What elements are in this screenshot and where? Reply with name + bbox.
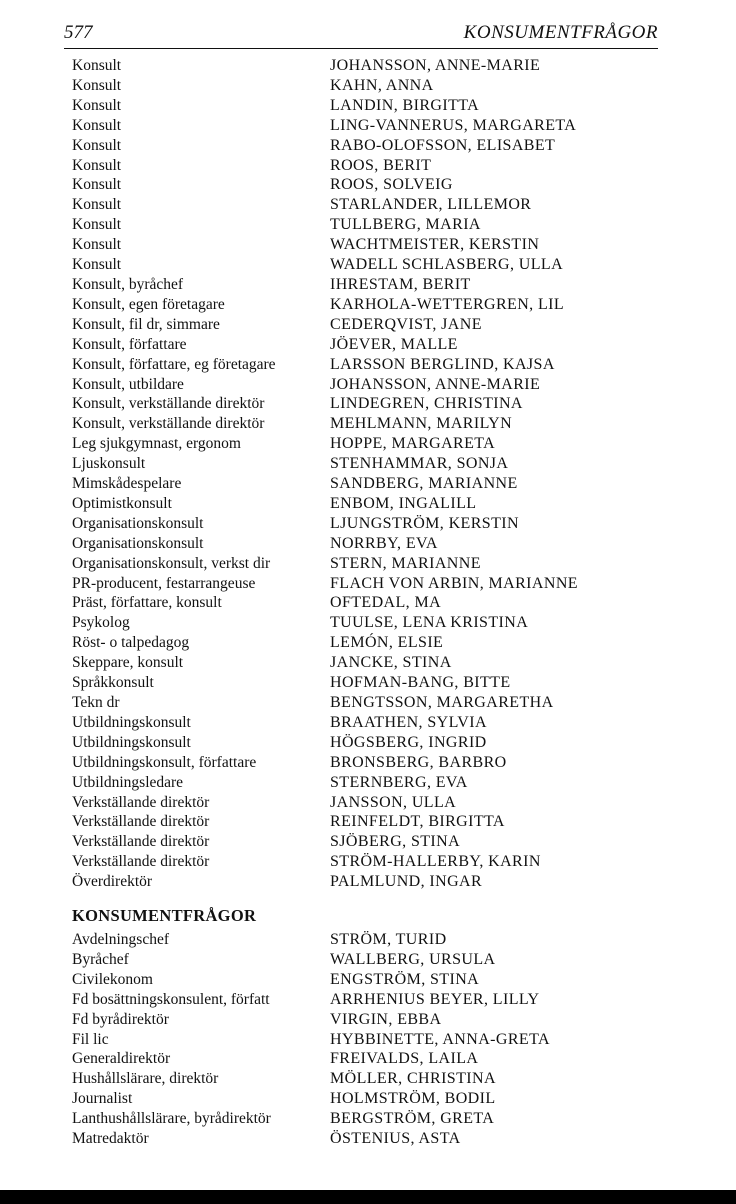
occupation-title: Verkställande direktör xyxy=(72,833,210,851)
list-item xyxy=(72,116,672,136)
person-name: BRAATHEN, SYLVIA xyxy=(330,713,487,731)
list-item xyxy=(72,554,672,574)
occupation-title: Konsult, fil dr, simmare xyxy=(72,315,220,333)
occupation-title: Skeppare, konsult xyxy=(72,654,184,672)
person-name: OFTEDAL, MA xyxy=(330,594,442,612)
person-name: ÖSTENIUS, ASTA xyxy=(330,1130,461,1148)
list-item xyxy=(72,295,672,315)
list-item xyxy=(72,693,672,713)
occupation-title: Språkkonsult xyxy=(72,674,154,692)
list-item xyxy=(72,1109,672,1129)
person-name: KAHN, ANNA xyxy=(330,76,434,94)
occupation-title: Leg sjukgymnast, ergonom xyxy=(72,435,241,453)
list-item xyxy=(72,434,672,454)
occupation-title: Psykolog xyxy=(72,614,130,632)
occupation-title: Organisationskonsult xyxy=(72,534,204,552)
list-item xyxy=(72,713,672,733)
occupation-title: Byråchef xyxy=(72,950,129,968)
list-item xyxy=(72,970,672,990)
directory-list-2 xyxy=(72,930,672,1149)
occupation-title: Överdirektör xyxy=(72,873,153,891)
person-name: REINFELDT, BIRGITTA xyxy=(330,813,505,831)
section-heading: KONSUMENTFRÅGOR xyxy=(72,906,257,925)
person-name: ENBOM, INGALILL xyxy=(330,494,477,512)
person-name: HÖGSBERG, INGRID xyxy=(330,733,487,751)
person-name: KARHOLA-WETTERGREN, LIL xyxy=(330,295,565,313)
scan-bottom-edge xyxy=(0,1190,736,1204)
occupation-title: Organisationskonsult xyxy=(72,514,204,532)
occupation-title: Röst- o talpedagog xyxy=(72,634,190,652)
list-item xyxy=(72,394,672,414)
occupation-title: Organisationskonsult, verkst dir xyxy=(72,554,271,572)
list-item xyxy=(72,793,672,813)
list-item xyxy=(72,832,672,852)
occupation-title: Ljuskonsult xyxy=(72,455,146,473)
list-item xyxy=(72,653,672,673)
person-name: STENHAMMAR, SONJA xyxy=(330,455,509,473)
person-name: SJÖBERG, STINA xyxy=(330,833,461,851)
directory-list-1 xyxy=(72,56,672,892)
person-name: JANSSON, ULLA xyxy=(330,793,457,811)
list-item xyxy=(72,474,672,494)
list-item xyxy=(72,56,672,76)
list-item xyxy=(72,335,672,355)
occupation-title: Utbildningsledare xyxy=(72,773,184,791)
occupation-title: Konsult xyxy=(72,96,122,114)
person-name: NORRBY, EVA xyxy=(330,534,438,552)
occupation-title: Fd byrådirektör xyxy=(72,1010,169,1028)
occupation-title: Hushållslärare, direktör xyxy=(72,1070,219,1088)
occupation-title: PR-producent, festarrangeuse xyxy=(72,574,256,592)
person-name: LINDEGREN, CHRISTINA xyxy=(330,395,523,413)
person-name: RABO-OLOFSSON, ELISABET xyxy=(330,136,556,154)
person-name: LANDIN, BIRGITTA xyxy=(330,96,480,114)
person-name: WALLBERG, URSULA xyxy=(330,950,496,968)
list-item xyxy=(72,255,672,275)
list-item xyxy=(72,930,672,950)
occupation-title: Verkställande direktör xyxy=(72,813,210,831)
person-name: SANDBERG, MARIANNE xyxy=(330,475,518,493)
occupation-title: Optimistkonsult xyxy=(72,494,172,512)
list-item xyxy=(72,733,672,753)
person-name: HOPPE, MARGARETA xyxy=(330,435,496,453)
occupation-title: Konsult xyxy=(72,136,122,154)
occupation-title: Konsult xyxy=(72,196,122,214)
person-name: HOFMAN-BANG, BITTE xyxy=(330,674,511,692)
occupation-title: Konsult, verkställande direktör xyxy=(72,395,265,413)
person-name: STERN, MARIANNE xyxy=(330,554,481,572)
occupation-title: Präst, författare, konsult xyxy=(72,594,222,612)
occupation-title: Konsult, verkställande direktör xyxy=(72,415,265,433)
page-header xyxy=(64,20,658,49)
list-item xyxy=(72,872,672,892)
list-item xyxy=(72,156,672,176)
occupation-title: Fd bosättningskonsulent, författ xyxy=(72,990,270,1008)
person-name: LJUNGSTRÖM, KERSTIN xyxy=(330,514,519,532)
occupation-title: Avdelningschef xyxy=(72,931,169,948)
person-name: IHRESTAM, BERIT xyxy=(330,275,471,293)
person-name: STRÖM-HALLERBY, KARIN xyxy=(330,853,541,871)
list-item xyxy=(72,136,672,156)
list-item xyxy=(72,593,672,613)
list-item xyxy=(72,454,672,474)
occupation-title: Konsult, författare, eg företagare xyxy=(72,355,276,373)
person-name: STARLANDER, LILLEMOR xyxy=(330,196,532,214)
list-item xyxy=(72,574,672,594)
list-item xyxy=(72,1089,672,1109)
list-item xyxy=(72,414,672,434)
person-name: BRONSBERG, BARBRO xyxy=(330,753,507,771)
person-name: STERNBERG, EVA xyxy=(330,773,468,791)
list-item xyxy=(72,96,672,116)
list-item xyxy=(72,1030,672,1050)
person-name: HYBBINETTE, ANNA-GRETA xyxy=(330,1030,550,1048)
occupation-title: Konsult xyxy=(72,156,122,174)
list-item xyxy=(72,175,672,195)
list-item xyxy=(72,275,672,295)
list-item xyxy=(72,1010,672,1030)
list-item xyxy=(72,235,672,255)
person-name: BENGTSSON, MARGARETHA xyxy=(330,694,554,711)
person-name: JANCKE, STINA xyxy=(330,654,452,672)
occupation-title: Matredaktör xyxy=(72,1130,149,1148)
occupation-title: Konsult, utbildare xyxy=(72,375,184,393)
person-name: LING-VANNERUS, MARGARETA xyxy=(330,116,577,134)
list-item xyxy=(72,812,672,832)
person-name: STRÖM, TURID xyxy=(330,931,447,948)
list-item xyxy=(72,773,672,793)
list-item xyxy=(72,215,672,235)
list-item xyxy=(72,534,672,554)
occupation-title: Verkställande direktör xyxy=(72,793,210,811)
person-name: JÖEVER, MALLE xyxy=(330,335,458,353)
occupation-title: Konsult xyxy=(72,176,122,194)
list-item xyxy=(72,514,672,534)
person-name: TULLBERG, MARIA xyxy=(330,216,481,234)
person-name: WADELL SCHLASBERG, ULLA xyxy=(330,256,564,274)
person-name: ROOS, BERIT xyxy=(330,156,432,174)
person-name: BERGSTRÖM, GRETA xyxy=(330,1110,495,1128)
occupation-title: Journalist xyxy=(72,1090,133,1108)
person-name: HOLMSTRÖM, BODIL xyxy=(330,1090,496,1108)
list-item xyxy=(72,76,672,96)
person-name: VIRGIN, EBBA xyxy=(330,1010,442,1028)
occupation-title: Lanthushållslärare, byrådirektör xyxy=(72,1110,271,1128)
person-name: ARRHENIUS BEYER, LILLY xyxy=(330,990,540,1008)
list-item xyxy=(72,852,672,872)
list-item xyxy=(72,1069,672,1089)
person-name: JOHANSSON, ANNE-MARIE xyxy=(330,57,541,74)
person-name: MEHLMANN, MARILYN xyxy=(330,415,513,433)
list-item xyxy=(72,494,672,514)
person-name: PALMLUND, INGAR xyxy=(330,873,483,891)
list-item xyxy=(72,613,672,633)
occupation-title: Utbildningskonsult xyxy=(72,733,191,751)
occupation-title: Civilekonom xyxy=(72,970,153,988)
occupation-title: Konsult xyxy=(72,76,122,94)
occupation-title: Konsult, byråchef xyxy=(72,275,184,293)
person-name: CEDERQVIST, JANE xyxy=(330,315,482,333)
occupation-title: Konsult xyxy=(72,216,122,234)
person-name: ROOS, SOLVEIG xyxy=(330,176,453,194)
occupation-title: Generaldirektör xyxy=(72,1050,171,1068)
person-name: LEMÓN, ELSIE xyxy=(330,634,444,652)
occupation-title: Mimskådespelare xyxy=(72,475,182,493)
list-item xyxy=(72,315,672,335)
person-name: MÖLLER, CHRISTINA xyxy=(330,1070,496,1088)
list-item xyxy=(72,375,672,395)
occupation-title: Konsult, författare xyxy=(72,335,187,353)
list-item xyxy=(72,195,672,215)
list-item xyxy=(72,753,672,773)
list-item xyxy=(72,355,672,375)
occupation-title: Konsult xyxy=(72,236,122,254)
occupation-title: Konsult xyxy=(72,116,122,134)
list-item xyxy=(72,633,672,653)
occupation-title: Fil lic xyxy=(72,1030,109,1048)
running-title: KONSUMENTFRÅGOR xyxy=(463,22,658,43)
occupation-title: Verkställande direktör xyxy=(72,853,210,871)
occupation-title: Tekn dr xyxy=(72,694,120,711)
person-name: FREIVALDS, LAILA xyxy=(330,1050,479,1068)
list-item xyxy=(72,990,672,1010)
person-name: JOHANSSON, ANNE-MARIE xyxy=(330,375,541,393)
list-item xyxy=(72,950,672,970)
occupation-title: Konsult xyxy=(72,256,122,274)
person-name: ENGSTRÖM, STINA xyxy=(330,970,480,988)
person-name: FLACH VON ARBIN, MARIANNE xyxy=(330,574,578,592)
person-name: LARSSON BERGLIND, KAJSA xyxy=(330,355,555,373)
list-item xyxy=(72,1049,672,1069)
occupation-title: Utbildningskonsult, författare xyxy=(72,753,257,771)
list-item xyxy=(72,673,672,693)
person-name: TUULSE, LENA KRISTINA xyxy=(330,614,529,632)
person-name: WACHTMEISTER, KERSTIN xyxy=(330,236,540,254)
occupation-title: Konsult, egen företagare xyxy=(72,295,225,313)
list-item xyxy=(72,1129,672,1149)
occupation-title: Konsult xyxy=(72,57,122,74)
page-number: 577 xyxy=(64,22,93,43)
occupation-title: Utbildningskonsult xyxy=(72,713,191,731)
